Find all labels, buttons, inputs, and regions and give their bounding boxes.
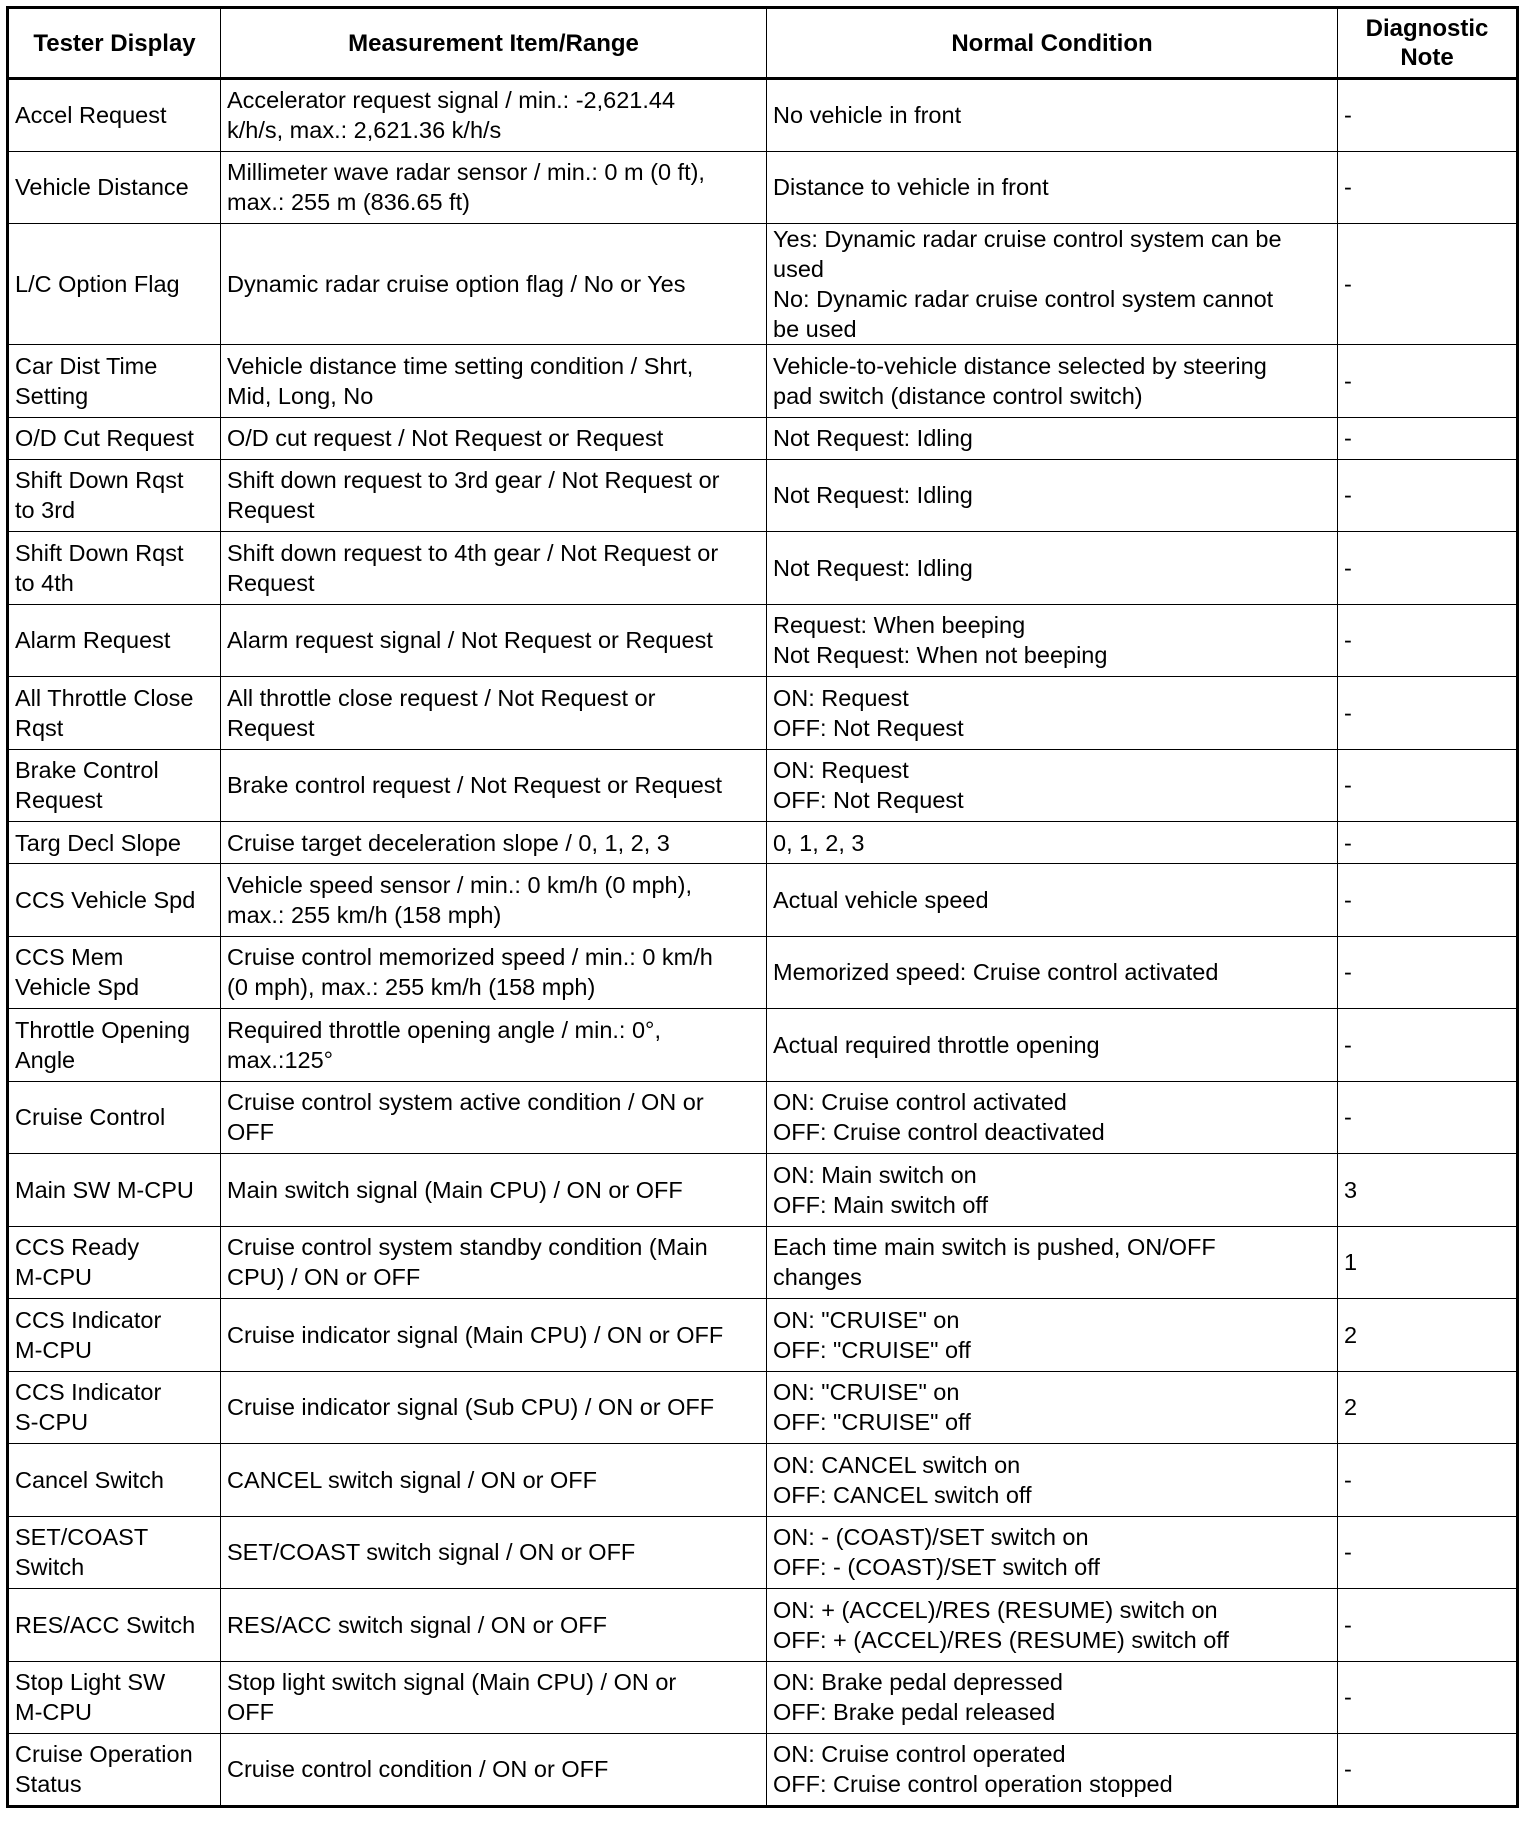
cell-diagnostic-note: - xyxy=(1338,749,1518,822)
cell-normal-condition: No vehicle in front xyxy=(767,79,1338,152)
cell-normal-condition: Not Request: Idling xyxy=(767,417,1338,459)
cell-diagnostic-note: - xyxy=(1338,79,1518,152)
cell-tester-display: Shift Down Rqst to 4th xyxy=(8,532,221,605)
table-row xyxy=(8,1661,1518,1734)
cell-measurement: Cruise indicator signal (Main CPU) / ON or OFF xyxy=(221,1299,767,1372)
table-row xyxy=(8,822,1518,864)
cell-normal-condition: ON: Cruise control activated OFF: Cruise control deactivated xyxy=(767,1081,1338,1154)
cell-normal-condition: ON: Cruise control operated OFF: Cruise control operation stopped xyxy=(767,1734,1338,1807)
cell-normal-condition: Request: When beeping Not Request: When not beeping xyxy=(767,604,1338,677)
cell-diagnostic-note: 2 xyxy=(1338,1371,1518,1444)
table-row xyxy=(8,1589,1518,1662)
cell-normal-condition: Yes: Dynamic radar cruise control system can be used No: Dynamic radar cruise control system cannot be used xyxy=(767,224,1338,345)
cell-measurement: O/D cut request / Not Request or Request xyxy=(221,417,767,459)
cell-measurement: Cruise indicator signal (Sub CPU) / ON or OFF xyxy=(221,1371,767,1444)
cell-diagnostic-note: - xyxy=(1338,532,1518,605)
cell-tester-display: Cruise Operation Status xyxy=(8,1734,221,1807)
cell-tester-display: Brake Control Request xyxy=(8,749,221,822)
cell-normal-condition: Memorized speed: Cruise control activated xyxy=(767,936,1338,1009)
cell-diagnostic-note: - xyxy=(1338,604,1518,677)
cell-diagnostic-note: - xyxy=(1338,1516,1518,1589)
header-tester-display: Tester Display xyxy=(8,8,221,79)
table-row xyxy=(8,1516,1518,1589)
cell-normal-condition: ON: Brake pedal depressed OFF: Brake pedal released xyxy=(767,1661,1338,1734)
cell-diagnostic-note: - xyxy=(1338,1081,1518,1154)
table-row xyxy=(8,749,1518,822)
cell-tester-display: Car Dist Time Setting xyxy=(8,345,221,418)
table-row xyxy=(8,604,1518,677)
table-row xyxy=(8,224,1518,345)
table-row xyxy=(8,345,1518,418)
cell-measurement: Dynamic radar cruise option flag / No or Yes xyxy=(221,224,767,345)
table-row xyxy=(8,864,1518,937)
cell-measurement: Accelerator request signal / min.: -2,621.44 k/h/s, max.: 2,621.36 k/h/s xyxy=(221,79,767,152)
cell-measurement: Main switch signal (Main CPU) / ON or OFF xyxy=(221,1154,767,1227)
table-row xyxy=(8,459,1518,532)
cell-diagnostic-note: - xyxy=(1338,936,1518,1009)
cell-tester-display: All Throttle Close Rqst xyxy=(8,677,221,750)
cell-normal-condition: Distance to vehicle in front xyxy=(767,151,1338,224)
cell-tester-display: Main SW M-CPU xyxy=(8,1154,221,1227)
cell-measurement: RES/ACC switch signal / ON or OFF xyxy=(221,1589,767,1662)
cell-measurement: Cruise target deceleration slope / 0, 1, 2, 3 xyxy=(221,822,767,864)
header-measurement: Measurement Item/Range xyxy=(221,8,767,79)
cell-tester-display: Alarm Request xyxy=(8,604,221,677)
table-header xyxy=(8,8,1518,79)
table-row xyxy=(8,417,1518,459)
cell-tester-display: Cancel Switch xyxy=(8,1444,221,1517)
table-row xyxy=(8,1081,1518,1154)
cell-normal-condition: ON: + (ACCEL)/RES (RESUME) switch on OFF: + (ACCEL)/RES (RESUME) switch off xyxy=(767,1589,1338,1662)
cell-diagnostic-note: 1 xyxy=(1338,1226,1518,1299)
cell-measurement: All throttle close request / Not Request or Request xyxy=(221,677,767,750)
header-row xyxy=(8,8,1518,79)
cell-measurement: Millimeter wave radar sensor / min.: 0 m (0 ft), max.: 255 m (836.65 ft) xyxy=(221,151,767,224)
cell-measurement: Alarm request signal / Not Request or Request xyxy=(221,604,767,677)
cell-diagnostic-note: - xyxy=(1338,677,1518,750)
cell-normal-condition: Each time main switch is pushed, ON/OFF changes xyxy=(767,1226,1338,1299)
header-normal-condition: Normal Condition xyxy=(767,8,1338,79)
cell-tester-display: CCS Mem Vehicle Spd xyxy=(8,936,221,1009)
cell-tester-display: Accel Request xyxy=(8,79,221,152)
cell-diagnostic-note: - xyxy=(1338,1009,1518,1082)
table-row xyxy=(8,1371,1518,1444)
data-list-table xyxy=(6,6,1519,1808)
cell-tester-display: L/C Option Flag xyxy=(8,224,221,345)
cell-measurement: Required throttle opening angle / min.: 0°, max.:125° xyxy=(221,1009,767,1082)
cell-diagnostic-note: - xyxy=(1338,151,1518,224)
cell-normal-condition: ON: Main switch on OFF: Main switch off xyxy=(767,1154,1338,1227)
table-row xyxy=(8,936,1518,1009)
cell-diagnostic-note: - xyxy=(1338,1734,1518,1807)
cell-tester-display: RES/ACC Switch xyxy=(8,1589,221,1662)
cell-normal-condition: ON: Request OFF: Not Request xyxy=(767,677,1338,750)
cell-diagnostic-note: 3 xyxy=(1338,1154,1518,1227)
cell-diagnostic-note: - xyxy=(1338,459,1518,532)
cell-normal-condition: Vehicle-to-vehicle distance selected by steering pad switch (distance control switch) xyxy=(767,345,1338,418)
cell-tester-display: Throttle Opening Angle xyxy=(8,1009,221,1082)
cell-diagnostic-note: - xyxy=(1338,417,1518,459)
cell-tester-display: CCS Indicator M-CPU xyxy=(8,1299,221,1372)
table-row xyxy=(8,1734,1518,1807)
cell-tester-display: CCS Indicator S-CPU xyxy=(8,1371,221,1444)
cell-measurement: Cruise control system active condition / ON or OFF xyxy=(221,1081,767,1154)
table-row xyxy=(8,1226,1518,1299)
cell-diagnostic-note: - xyxy=(1338,1661,1518,1734)
cell-measurement: Cruise control condition / ON or OFF xyxy=(221,1734,767,1807)
cell-tester-display: Vehicle Distance xyxy=(8,151,221,224)
cell-measurement: Shift down request to 3rd gear / Not Request or Request xyxy=(221,459,767,532)
cell-measurement: Stop light switch signal (Main CPU) / ON or OFF xyxy=(221,1661,767,1734)
cell-normal-condition: Not Request: Idling xyxy=(767,459,1338,532)
table-row xyxy=(8,1299,1518,1372)
cell-normal-condition: ON: "CRUISE" on OFF: "CRUISE" off xyxy=(767,1371,1338,1444)
cell-diagnostic-note: 2 xyxy=(1338,1299,1518,1372)
cell-measurement: CANCEL switch signal / ON or OFF xyxy=(221,1444,767,1517)
cell-normal-condition: Actual vehicle speed xyxy=(767,864,1338,937)
table-body xyxy=(8,79,1518,1807)
table-row xyxy=(8,677,1518,750)
cell-normal-condition: ON: - (COAST)/SET switch on OFF: - (COAST)/SET switch off xyxy=(767,1516,1338,1589)
cell-measurement: Vehicle speed sensor / min.: 0 km/h (0 mph), max.: 255 km/h (158 mph) xyxy=(221,864,767,937)
cell-diagnostic-note: - xyxy=(1338,345,1518,418)
cell-normal-condition: ON: Request OFF: Not Request xyxy=(767,749,1338,822)
cell-tester-display: Stop Light SW M-CPU xyxy=(8,1661,221,1734)
cell-tester-display: CCS Ready M-CPU xyxy=(8,1226,221,1299)
cell-tester-display: Shift Down Rqst to 3rd xyxy=(8,459,221,532)
table-row xyxy=(8,151,1518,224)
cell-normal-condition: ON: CANCEL switch on OFF: CANCEL switch off xyxy=(767,1444,1338,1517)
header-diagnostic-note: Diagnostic Note xyxy=(1338,8,1518,79)
cell-tester-display: SET/COAST Switch xyxy=(8,1516,221,1589)
cell-measurement: Brake control request / Not Request or Request xyxy=(221,749,767,822)
table-row xyxy=(8,532,1518,605)
table-row xyxy=(8,79,1518,152)
cell-tester-display: Cruise Control xyxy=(8,1081,221,1154)
table-row xyxy=(8,1444,1518,1517)
cell-measurement: Vehicle distance time setting condition / Shrt, Mid, Long, No xyxy=(221,345,767,418)
cell-normal-condition: Not Request: Idling xyxy=(767,532,1338,605)
table-row xyxy=(8,1154,1518,1227)
cell-diagnostic-note: - xyxy=(1338,1589,1518,1662)
cell-measurement: Cruise control system standby condition (Main CPU) / ON or OFF xyxy=(221,1226,767,1299)
cell-measurement: Shift down request to 4th gear / Not Request or Request xyxy=(221,532,767,605)
cell-diagnostic-note: - xyxy=(1338,1444,1518,1517)
cell-tester-display: CCS Vehicle Spd xyxy=(8,864,221,937)
cell-diagnostic-note: - xyxy=(1338,224,1518,345)
cell-tester-display: O/D Cut Request xyxy=(8,417,221,459)
cell-normal-condition: Actual required throttle opening xyxy=(767,1009,1338,1082)
cell-tester-display: Targ Decl Slope xyxy=(8,822,221,864)
cell-measurement: Cruise control memorized speed / min.: 0 km/h (0 mph), max.: 255 km/h (158 mph) xyxy=(221,936,767,1009)
cell-measurement: SET/COAST switch signal / ON or OFF xyxy=(221,1516,767,1589)
cell-diagnostic-note: - xyxy=(1338,822,1518,864)
cell-normal-condition: 0, 1, 2, 3 xyxy=(767,822,1338,864)
cell-normal-condition: ON: "CRUISE" on OFF: "CRUISE" off xyxy=(767,1299,1338,1372)
table-row xyxy=(8,1009,1518,1082)
cell-diagnostic-note: - xyxy=(1338,864,1518,937)
